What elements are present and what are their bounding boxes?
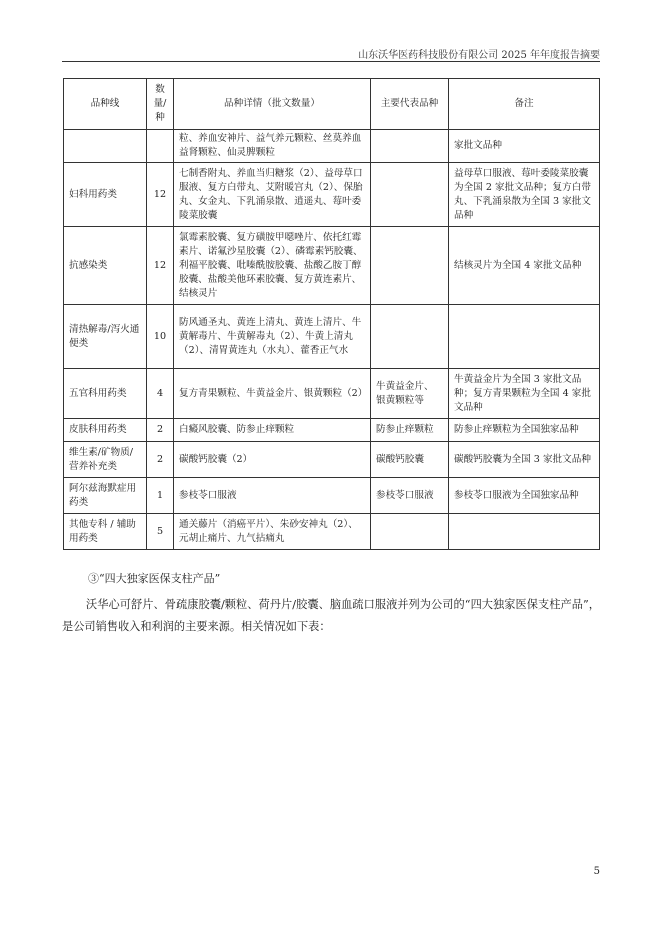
- category-cell: 其他专科 / 辅助用药类: [64, 514, 147, 550]
- details-cell: 防风通圣丸、黄连上清丸、黄连上清片、牛黄解毒片、牛黄解毒丸（2）、牛黄上清丸（2）、清胃黄连丸（水丸）、藿香正气水: [174, 305, 371, 369]
- details-cell: 参枝苓口服液: [174, 478, 371, 514]
- details-cell: 七制香附丸、养血当归糖浆（2）、益母草口服液、复方白带丸、艾附暖宫丸（2）、保胎丸、女金丸、下乳涌泉散、逍遥丸、莓叶委陵菜胶囊: [174, 163, 371, 227]
- category-cell: [64, 130, 147, 163]
- count-cell: 2: [147, 442, 174, 478]
- table-row: [64, 130, 600, 163]
- count-cell: 4: [147, 369, 174, 419]
- category-cell: 皮肤科用药类: [64, 419, 147, 442]
- details-cell: 碳酸钙胶囊（2）: [174, 442, 371, 478]
- table-row: [64, 369, 600, 419]
- count-cell: 12: [147, 163, 174, 227]
- table-row: [64, 227, 600, 305]
- category-cell: 抗感染类: [64, 227, 147, 305]
- table-row: [64, 514, 600, 550]
- remark-cell: 家批文品种: [449, 130, 600, 163]
- product-line-table: [63, 78, 600, 550]
- details-cell: 白癜风胶囊、防参止痒颗粒: [174, 419, 371, 442]
- count-cell: 10: [147, 305, 174, 369]
- category-cell: 妇科用药类: [64, 163, 147, 227]
- section-subheading: ③“四大独家医保支柱产品”: [88, 572, 221, 585]
- representative-cell: 参枝苓口服液: [371, 478, 449, 514]
- column-header-representative: 主要代表品种: [371, 79, 449, 130]
- table-row: [64, 442, 600, 478]
- category-cell: 维生素/矿物质/营养补充类: [64, 442, 147, 478]
- remark-cell: [449, 305, 600, 369]
- representative-cell: 防参止痒颗粒: [371, 419, 449, 442]
- remark-cell: 碳酸钙胶囊为全国 3 家批文品种: [449, 442, 600, 478]
- remark-cell: 牛黄益金片为全国 3 家批文品种；复方青果颗粒为全国 4 家批文品种: [449, 369, 600, 419]
- representative-cell: 碳酸钙胶囊: [371, 442, 449, 478]
- category-cell: 清热解毒/泻火通便类: [64, 305, 147, 369]
- remark-cell: 防参止痒颗粒为全国独家品种: [449, 419, 600, 442]
- representative-cell: [371, 305, 449, 369]
- count-cell: 12: [147, 227, 174, 305]
- table-row: [64, 163, 600, 227]
- column-header-remark: 备注: [449, 79, 600, 130]
- report-header-title: 山东沃华医药科技股份有限公司 2025 年年度报告摘要: [358, 50, 600, 61]
- details-cell: 复方青果颗粒、牛黄益金片、银黄颗粒（2）: [174, 369, 371, 419]
- section-paragraph: 沃华心可舒片、骨疏康胶囊/颗粒、荷丹片/胶囊、脑血疏口服液并列为公司的“四大独家医保支柱产品”，是公司销售收入和利润的主要来源。相关情况如下表：: [62, 598, 600, 633]
- category-cell: 阿尔兹海默症用药类: [64, 478, 147, 514]
- representative-cell: [371, 130, 449, 163]
- column-header-count: 数量/种: [147, 79, 174, 130]
- count-cell: 1: [147, 478, 174, 514]
- count-cell: 2: [147, 419, 174, 442]
- table-row: [64, 478, 600, 514]
- count-cell: 5: [147, 514, 174, 550]
- column-header-details: 品种详情（批文数量）: [174, 79, 371, 130]
- table-row: [64, 305, 600, 369]
- representative-cell: [371, 514, 449, 550]
- remark-cell: [449, 514, 600, 550]
- count-cell: [147, 130, 174, 163]
- details-cell: 通关藤片（消癌平片）、朱砂安神丸（2）、元胡止痛片、九气拈痛丸: [174, 514, 371, 550]
- remark-cell: 参枝苓口服液为全国独家品种: [449, 478, 600, 514]
- representative-cell: [371, 227, 449, 305]
- header-divider: [62, 61, 600, 62]
- remark-cell: 结核灵片为全国 4 家批文品种: [449, 227, 600, 305]
- representative-cell: 牛黄益金片、银黄颗粒等: [371, 369, 449, 419]
- details-cell: 粒、养血安神片、益气养元颗粒、丝莫养血益肾颗粒、仙灵脾颗粒: [174, 130, 371, 163]
- representative-cell: [371, 163, 449, 227]
- column-header-category: 品种线: [64, 79, 147, 130]
- remark-cell: 益母草口服液、莓叶委陵菜胶囊为全国 2 家批文品种；复方白带丸、下乳涌泉散为全国 3 家批文品种: [449, 163, 600, 227]
- table-header-row: [64, 79, 600, 130]
- page-number: 5: [593, 866, 600, 877]
- details-cell: 氯霉素胶囊、复方磺胺甲噁唑片、依托红霉素片、诺氟沙星胶囊（2）、磷霉素钙胶囊、利福平胶囊、吡嗪酰胺胶囊、盐酸乙胺丁醇胶囊、盐酸美他环素胶囊、复方黄连素片、结核灵片: [174, 227, 371, 305]
- table-row: [64, 419, 600, 442]
- category-cell: 五官科用药类: [64, 369, 147, 419]
